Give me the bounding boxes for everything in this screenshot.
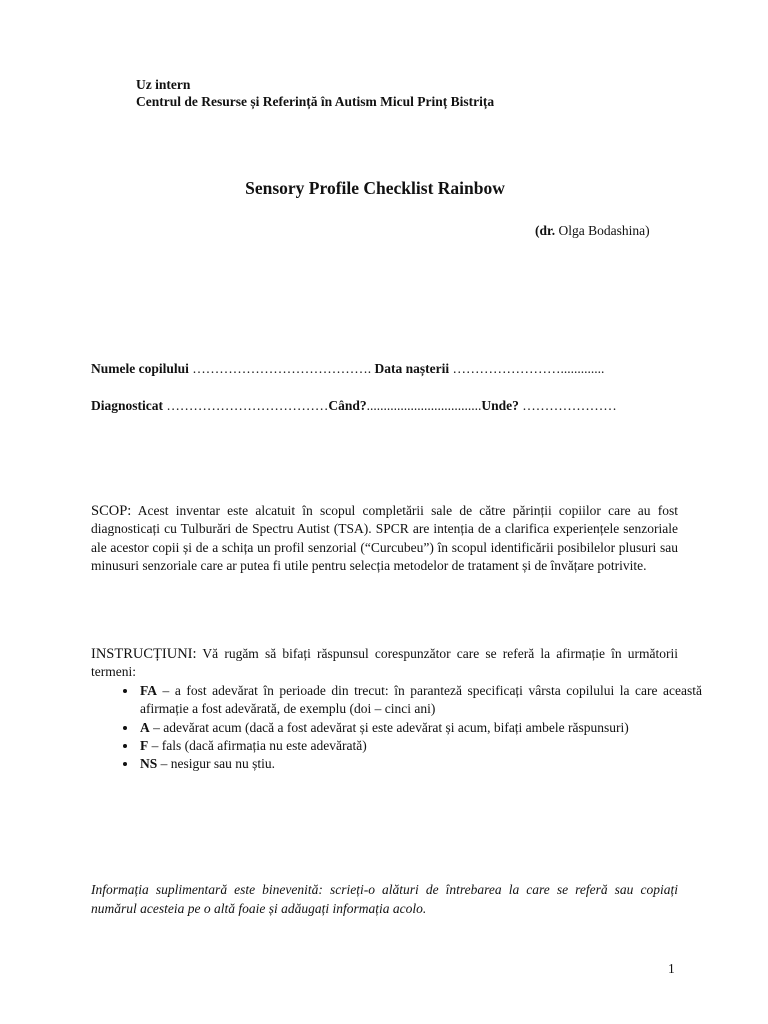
diagnosis-row: [91, 398, 678, 414]
birth-date-label: Data nașterii: [371, 361, 450, 376]
document-header: [136, 76, 494, 110]
code-fa-description: – a fost adevărat în perioade din trecut: în paranteză specificați vârsta copilului la care această afirmație a fost adevărată, de exemplu (doi – cinci ani): [140, 683, 702, 717]
code-f: F: [140, 737, 149, 753]
instructions-paragraph: [91, 645, 678, 682]
when-blank: ..................................: [366, 398, 482, 413]
code-ns: NS: [140, 756, 158, 772]
list-item: [138, 737, 702, 755]
instructions-label: INSTRUCȚIUNI:: [91, 646, 197, 662]
author-name: Olga Bodashina): [555, 223, 650, 238]
code-f-description: – fals (dacă afirmația nu este adevărată): [148, 737, 367, 753]
scope-text: Acest inventar este alcatuit în scopul completării sale de către părinții copiilor care au fost diagnosticați cu Tulburări de Spectru Autist (TSA). SPCR are intenția de a clarifica experiențele senzoriale ale acestor copii și de a schița un profil senzorial (“Curcubeu”) în scopul identificării posibilelor plusuri sau minusuri senzoriale care ar putea fi utile pentru selecția metodelor de tratament și de învățare potrivite.: [91, 503, 678, 573]
answer-codes-list: [114, 682, 702, 773]
when-label: Când?: [328, 398, 367, 413]
child-name-blank: ………………………………….: [188, 361, 372, 376]
child-name-label: Numele copilului: [91, 361, 189, 376]
scope-paragraph: [91, 502, 678, 575]
list-item: [138, 719, 702, 737]
diagnosed-blank: ………………………………: [163, 398, 329, 413]
page-number: 1: [668, 961, 675, 976]
author-prefix: (dr.: [535, 223, 556, 238]
code-a-description: – adevărat acum (dacă a fost adevărat și este adevărat și acum, bifați ambele răspunsuri): [149, 719, 629, 735]
list-item: [138, 682, 702, 719]
where-label: Unde?: [481, 398, 519, 413]
instructions-text: Vă rugăm să bifați răspunsul corespunzător care se referă la afirmație în următorii termeni:: [91, 646, 678, 680]
document-title: Sensory Profile Checklist Rainbow: [245, 178, 505, 198]
author-line: [535, 223, 650, 239]
where-blank: …………………: [518, 398, 617, 413]
code-fa: FA: [140, 683, 157, 698]
scope-label: SCOP:: [91, 503, 132, 519]
diagnosed-label: Diagnosticat: [91, 398, 163, 413]
birth-date-blank: …………………….............: [449, 361, 605, 376]
header-organization: Centrul de Resurse și Referință în Autism Micul Prinț Bistrița: [136, 94, 495, 109]
header-usage: Uz intern: [136, 77, 191, 92]
list-item: [138, 755, 702, 773]
supplementary-note: Informația suplimentară este binevenită: scrieți-o alături de întrebarea la care se referă sau copiați numărul acesteia pe o altă foaie și adăugați informația acolo.: [91, 882, 678, 916]
code-a: A: [140, 719, 150, 735]
child-name-row: [91, 361, 678, 377]
code-ns-description: – nesigur sau nu știu.: [157, 756, 276, 772]
